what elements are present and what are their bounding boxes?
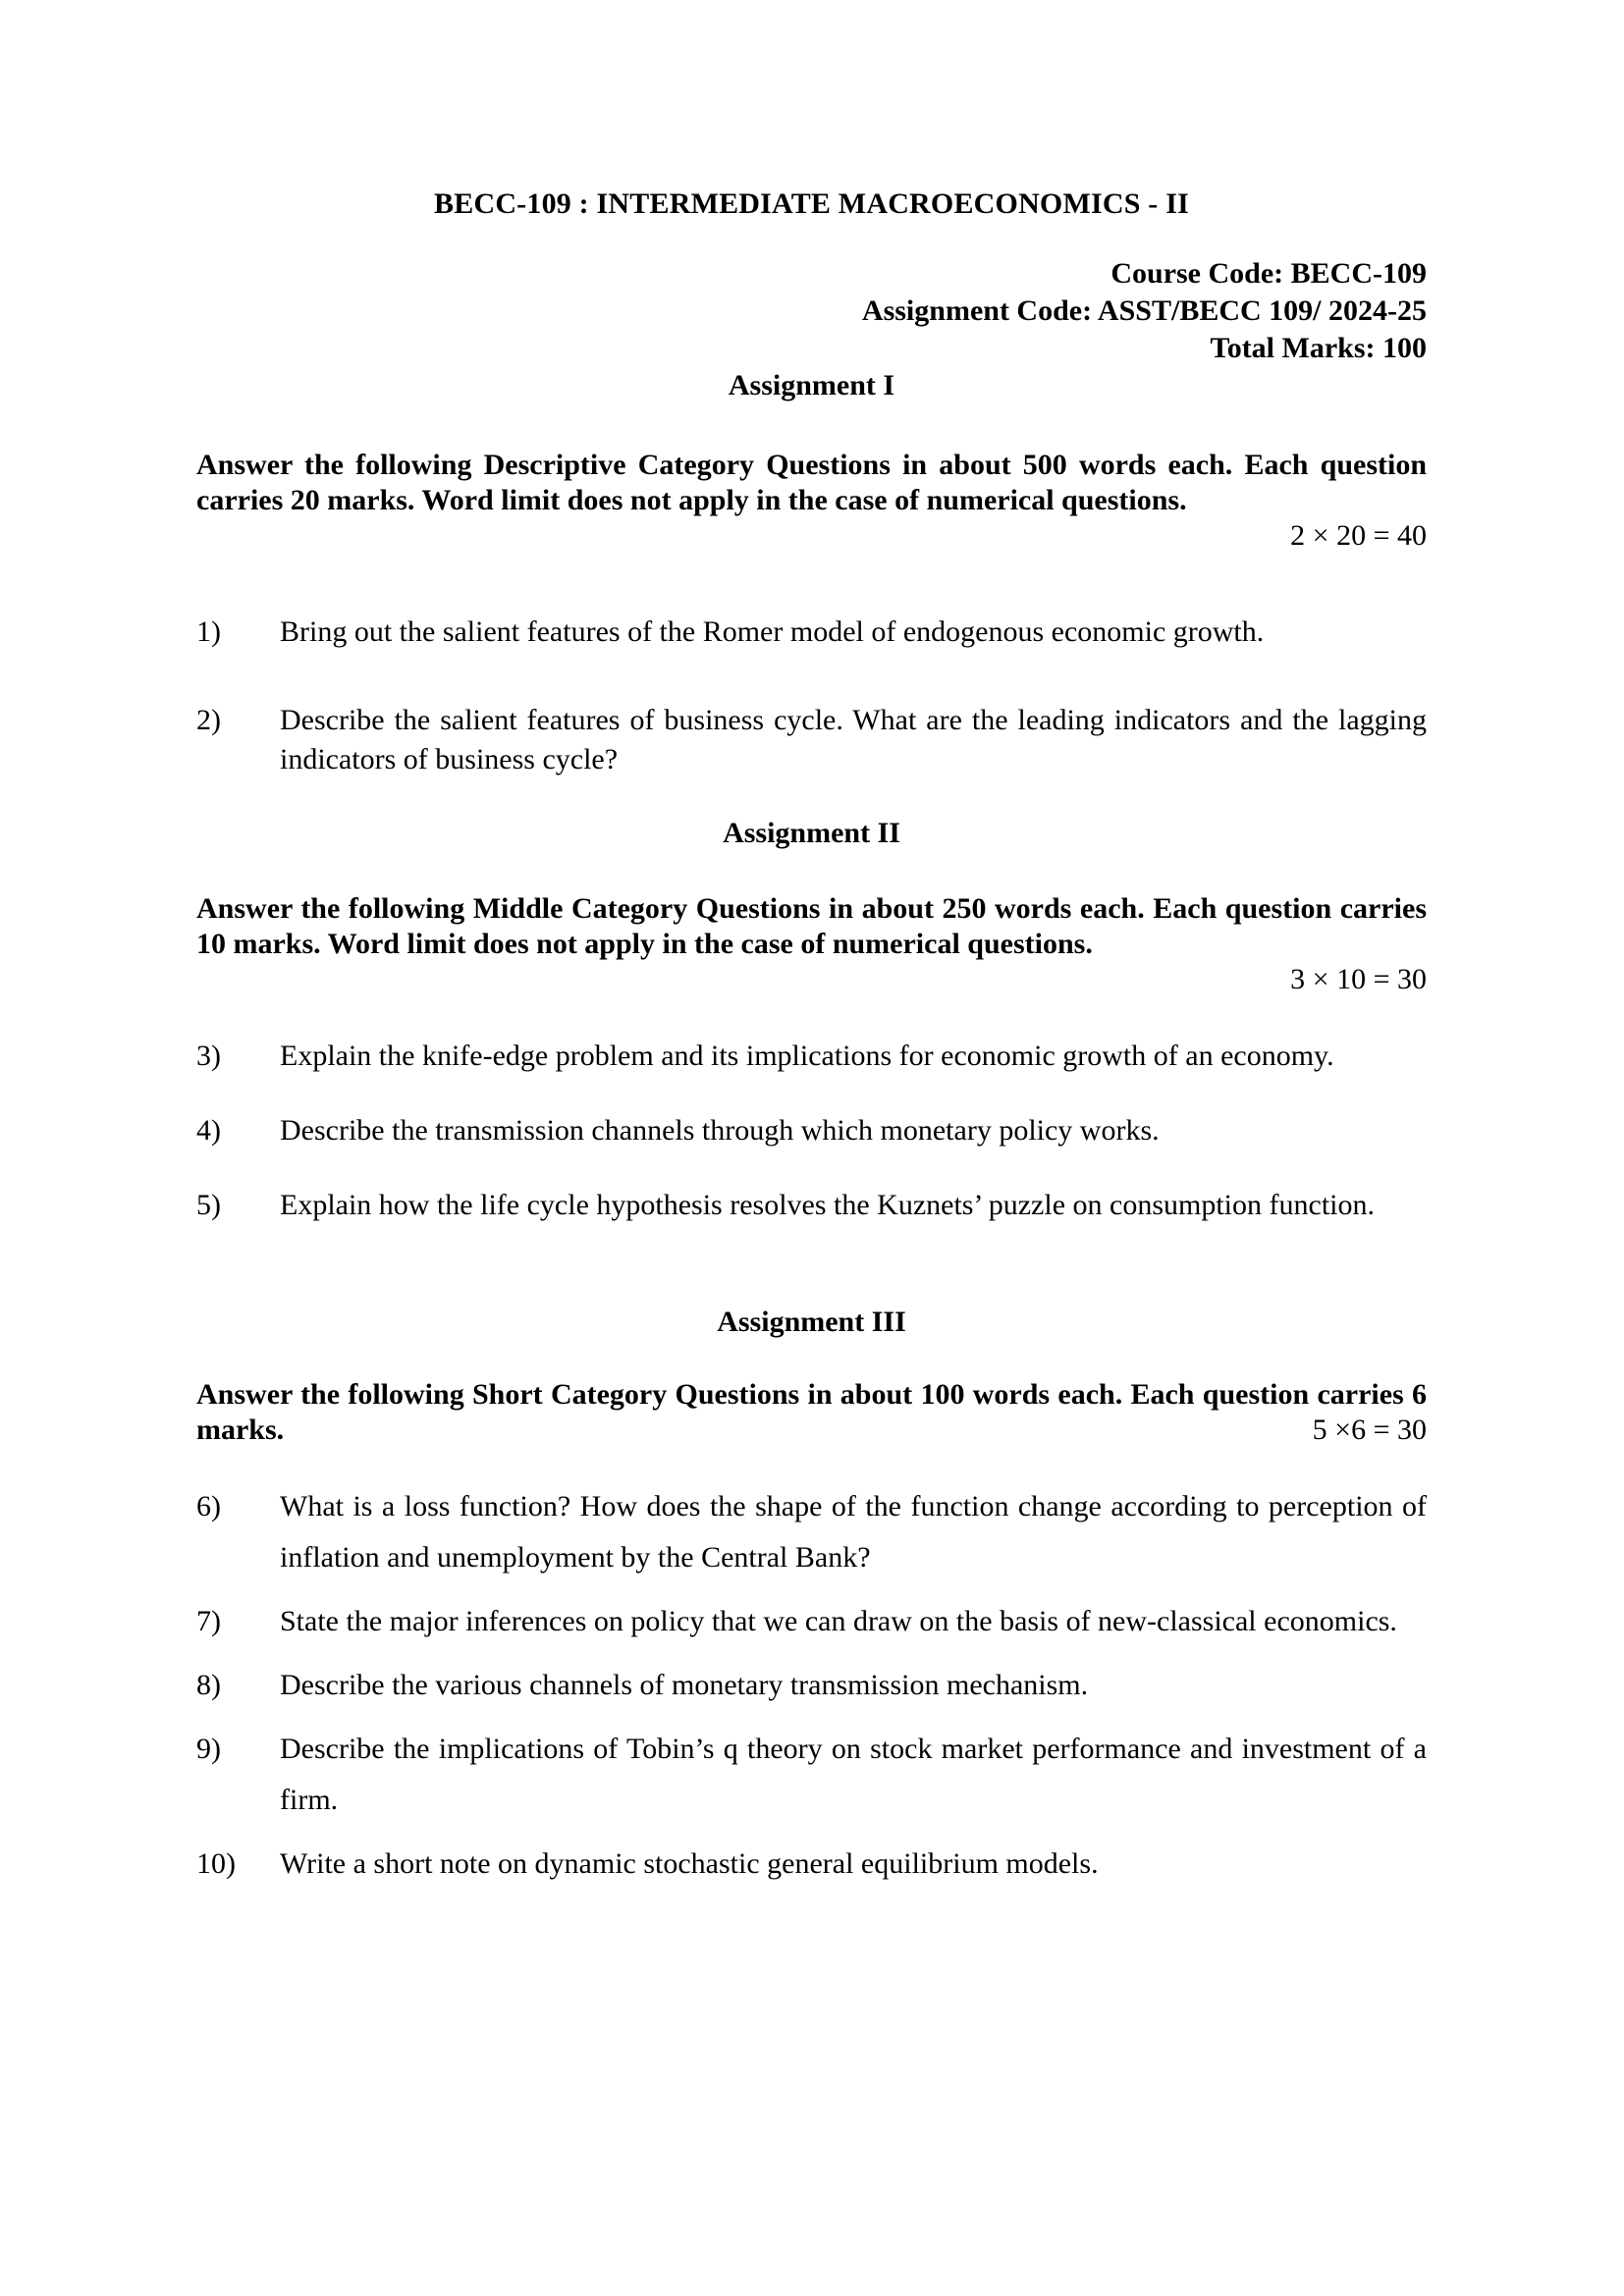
question-6-text: What is a loss function? How does the shape of the function change according to perception of inflation and unemployment by the Central Bank? [280, 1490, 1427, 1574]
question-2 [196, 701, 1427, 779]
question-8 [196, 1660, 1427, 1711]
section-assignment-1 [196, 367, 1427, 779]
question-1 [196, 613, 1427, 652]
question-1-number: 1) [196, 615, 221, 648]
question-7-text: State the major inferences on policy that we can draw on the basis of new-classical economics. [280, 1605, 1397, 1637]
question-3-number: 3) [196, 1040, 221, 1072]
question-2-text: Describe the salient features of business cycle. What are the leading indicators and the lagging indicators of business cycle? [280, 704, 1427, 775]
section-assignment-3 [196, 1304, 1427, 1890]
question-3-text: Explain the knife-edge problem and its implications for economic growth of an economy. [280, 1040, 1334, 1072]
question-2-number: 2) [196, 704, 221, 736]
section-2-heading: Assignment II [723, 817, 900, 849]
section-1-instructions: Answer the following Descriptive Category Questions in about 500 words each. Each question carries 20 marks. Word limit does not apply in the case of numerical questions. [196, 449, 1427, 516]
section-2-questions [196, 1037, 1427, 1225]
assignment-code: Assignment Code: ASST/BECC 109/ 2024-25 [861, 294, 1427, 327]
section-1-instructions-block [196, 448, 1427, 554]
question-10-text: Write a short note on dynamic stochastic general equilibrium models. [280, 1847, 1099, 1880]
section-1-heading: Assignment I [728, 369, 895, 401]
question-6-number: 6) [196, 1490, 221, 1522]
question-7-number: 7) [196, 1605, 221, 1637]
section-3-heading: Assignment III [717, 1306, 906, 1338]
question-6 [196, 1481, 1427, 1583]
section-1-questions [196, 613, 1427, 779]
header-meta [196, 255, 1427, 367]
section-2-marks-formula: 3 × 10 = 30 [1290, 963, 1427, 995]
section-3-instructions-block [196, 1377, 1427, 1448]
total-marks: Total Marks: 100 [1210, 332, 1427, 364]
question-3 [196, 1037, 1427, 1076]
section-3-marks-formula: 5 ×6 = 30 [1312, 1414, 1427, 1446]
question-5-number: 5) [196, 1189, 221, 1221]
question-8-text: Describe the various channels of monetary transmission mechanism. [280, 1669, 1089, 1701]
course-code: Course Code: BECC-109 [1110, 257, 1427, 290]
section-assignment-2 [196, 815, 1427, 1225]
section-2-instructions-block [196, 891, 1427, 997]
question-10 [196, 1839, 1427, 1890]
section-3-instructions: Answer the following Short Category Questions in about 100 words each. Each question carries 6 marks. [196, 1378, 1427, 1446]
question-1-text: Bring out the salient features of the Romer model of endogenous economic growth. [280, 615, 1265, 648]
section-3-questions [196, 1481, 1427, 1890]
question-7 [196, 1596, 1427, 1647]
question-5 [196, 1186, 1427, 1225]
question-4 [196, 1111, 1427, 1150]
question-5-text: Explain how the life cycle hypothesis resolves the Kuznets’ puzzle on consumption function. [280, 1189, 1375, 1221]
section-1-marks-formula: 2 × 20 = 40 [1290, 519, 1427, 552]
question-8-number: 8) [196, 1669, 221, 1701]
section-2-instructions: Answer the following Middle Category Questions in about 250 words each. Each question carries 10 marks. Word limit does not apply in the case of numerical questions. [196, 892, 1427, 960]
question-9-number: 9) [196, 1733, 221, 1765]
document-title: BECC-109 : INTERMEDIATE MACROECONOMICS - II [434, 187, 1189, 220]
question-4-number: 4) [196, 1114, 221, 1147]
question-9-text: Describe the implications of Tobin’s q theory on stock market performance and investment of a firm. [280, 1733, 1427, 1816]
question-10-number: 10) [196, 1847, 236, 1880]
question-4-text: Describe the transmission channels through which monetary policy works. [280, 1114, 1160, 1147]
question-9 [196, 1724, 1427, 1826]
